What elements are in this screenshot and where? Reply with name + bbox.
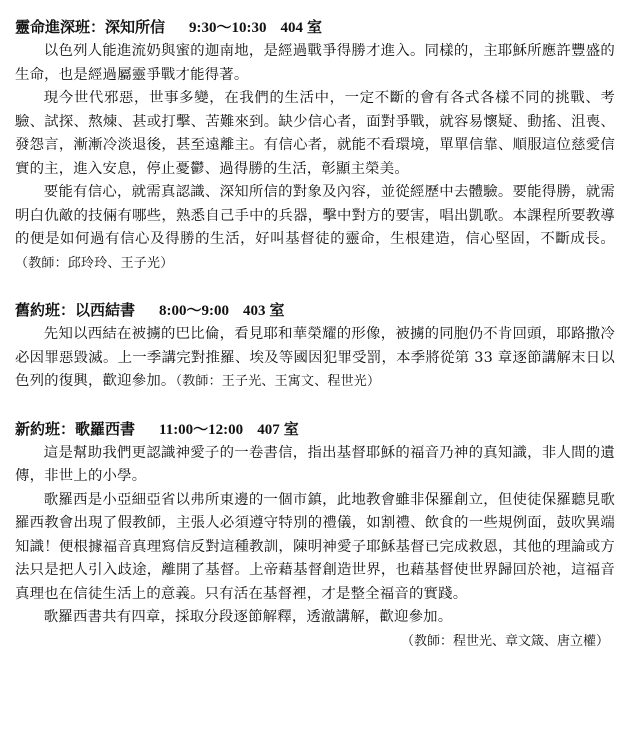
- teachers-note: （教師：程世光、章文箴、唐立權）: [400, 633, 609, 649]
- section-room: 403: [243, 303, 266, 319]
- section-paragraph: 歌羅西是小亞細亞省以弗所東邊的一個市鎮，此地教會雖非保羅創立，但使徒保羅聽見歌羅西教會出現了假教師，主張人必須遵守特別的禮儀，如割禮、飲食的一些規例面，鼓吹異端知識！便根據福音真理寫信反對這種教訓，陳明神愛子耶穌基督已完成救恩，其他的理論或方法只是把人引入歧途，離開了基督。上帝藉基督創造世界，也藉基督使世界歸回於祂，這福音真理也在信徒生活上的意義。只有活在基督裡，才是整全福音的實踐。: [15, 491, 615, 602]
- section-room: 404: [280, 20, 304, 36]
- section-paragraph: 現今世代邪惡，世事多變，在我們的生活中，一定不斷的會有各式各樣不同的挑戰、考驗、試探、熬煉、甚或打擊、苦難來到。缺少信心者，面對爭戰，就容易懷疑、動搖、沮喪、發怨言，漸漸冷淡退後，甚至遠離主。有信心者，就能不看環境，單單信靠、順服這位慈愛信實的主，進入安息，停止憂鬱、過得勝的生活，彰顯主榮美。: [15, 90, 615, 177]
- class-section-spiritual: [15, 16, 615, 275]
- section-title: 新約班：歌羅西書: [15, 419, 136, 438]
- section-paragraph: [15, 181, 615, 275]
- section-room-label: 室: [269, 301, 285, 319]
- section-room-label: 室: [307, 18, 323, 36]
- teachers-note: （教師：王子光、王寓文、程世光）: [175, 374, 381, 389]
- section-title: 靈命進深班：深知所信: [15, 18, 166, 36]
- section-time: 11:00～12:00: [159, 421, 244, 438]
- class-section-old-testament: [15, 299, 615, 394]
- section-paragraph: [15, 323, 615, 394]
- section-paragraph: 這是幫助我們更認識神愛子的一卷書信，指出基督耶穌的福音乃神的真知識，非人間的遺傳，非世上的小學。: [15, 444, 615, 484]
- section-paragraph: 以色列人能進流奶與蜜的迦南地，是經過戰爭得勝才進入。同樣的，主耶穌所應許豐盛的生命，也是經過屬靈爭戰才能得著。: [15, 43, 615, 83]
- teachers-note: （教師：邱玲玲、王子光）: [15, 255, 174, 271]
- section-room-label: 室: [283, 419, 299, 438]
- section-heading: [15, 299, 615, 322]
- class-section-new-testament: [15, 418, 615, 654]
- paragraph-text: 要能有信心，就需真認識、深知所信的對象及內容，並從經歷中去體驗。要能得勝，就需明白仇敵的技倆有哪些，熟悉自己手中的兵器，擊中對方的要害，唱出凱歌。本課程所要教導的便是如何過有信心及得勝的生活，好叫基督徒的靈命，生根建造，信心堅固，不斷成長。: [15, 184, 615, 247]
- section-room: 407: [257, 421, 280, 438]
- section-heading: [15, 418, 615, 441]
- section-heading: [15, 16, 615, 39]
- section-time: 8:00～9:00: [159, 303, 230, 319]
- paragraph-text: 先知以西結在被擄的巴比倫，看見耶和華榮耀的形像，被擄的同胞仍不肯回頭，耶路撒冷必因罪惡毀滅。上一季講完對推羅、埃及等國因犯罪受罰，本季將從第 33 章逐節講解末日以色列的復興，歡迎參加。: [15, 326, 615, 389]
- section-title: 舊約班：以西結書: [15, 301, 136, 319]
- section-paragraph: 歌羅西書共有四章，採取分段逐節解釋，透澈講解，歡迎參加。: [43, 609, 453, 625]
- section-time: 9:30～10:30: [189, 20, 267, 36]
